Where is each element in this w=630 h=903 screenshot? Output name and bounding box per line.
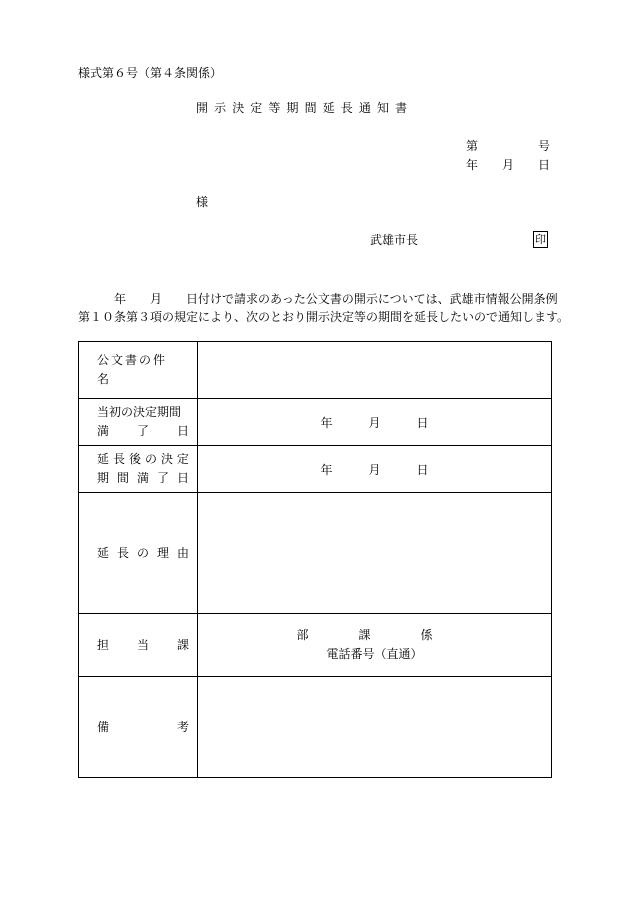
label-extended-deadline-1: 延 長 後 の 決 定	[97, 452, 189, 466]
initial-month: 月	[368, 415, 381, 430]
label-extended-deadline-2: 期 間 満 了 日	[97, 471, 189, 485]
issuer-name: 武雄市長	[370, 233, 419, 247]
label-initial-deadline-2: 満 了 日	[97, 424, 189, 438]
initial-year: 年	[320, 415, 333, 430]
field-department[interactable]	[198, 614, 552, 677]
seal-box: 印	[535, 233, 546, 246]
extended-month: 月	[368, 462, 381, 477]
addressee-honorific: 様	[196, 195, 209, 209]
label-initial-deadline-1: 当初の決定期間	[97, 405, 182, 419]
issue-date-month: 月	[502, 158, 515, 172]
body-year: 年	[114, 292, 127, 306]
row-initial-deadline	[79, 399, 552, 446]
body-month: 月	[150, 292, 163, 306]
document-title: 開示決定等期間延長通知書	[196, 101, 414, 115]
row-remarks	[79, 677, 552, 778]
row-department	[79, 614, 552, 677]
doc-number-suffix: 号	[538, 139, 551, 153]
doc-number-prefix: 第	[466, 139, 479, 153]
field-document-name[interactable]	[198, 342, 552, 399]
initial-day: 日	[416, 415, 429, 430]
row-reason	[79, 493, 552, 614]
field-extended-deadline[interactable]	[198, 446, 552, 493]
notice-body	[78, 290, 569, 326]
field-initial-deadline[interactable]	[198, 399, 552, 446]
body-line2: 第１０条第３項の規定により、次のとおり開示決定等の期間を延長したいので通知します。	[78, 310, 570, 324]
field-reason[interactable]	[198, 493, 552, 614]
label-reason: 延 長 の 理 由	[97, 545, 189, 560]
extended-year: 年	[320, 462, 333, 477]
form-number: 様式第６号（第４条関係）	[78, 66, 223, 80]
issue-date-year: 年	[466, 158, 479, 172]
issue-date-day: 日	[538, 158, 551, 172]
label-remarks: 備 考	[97, 719, 189, 734]
label-document-name: 公文書の件名	[97, 353, 168, 386]
row-document-name	[79, 342, 552, 399]
extended-day: 日	[416, 462, 429, 477]
body-line1: 日付けで請求のあった公文書の開示については、武雄市情報公開条例	[186, 292, 558, 306]
dept-ka: 課	[358, 628, 371, 642]
row-extended-deadline	[79, 446, 552, 493]
dept-phone: 電話番号（直通）	[326, 647, 423, 661]
field-remarks[interactable]	[198, 677, 552, 778]
dept-kakari: 係	[420, 628, 433, 642]
label-department: 担 当 課	[97, 637, 189, 652]
details-table	[78, 341, 552, 778]
dept-bu: 部	[296, 628, 309, 642]
